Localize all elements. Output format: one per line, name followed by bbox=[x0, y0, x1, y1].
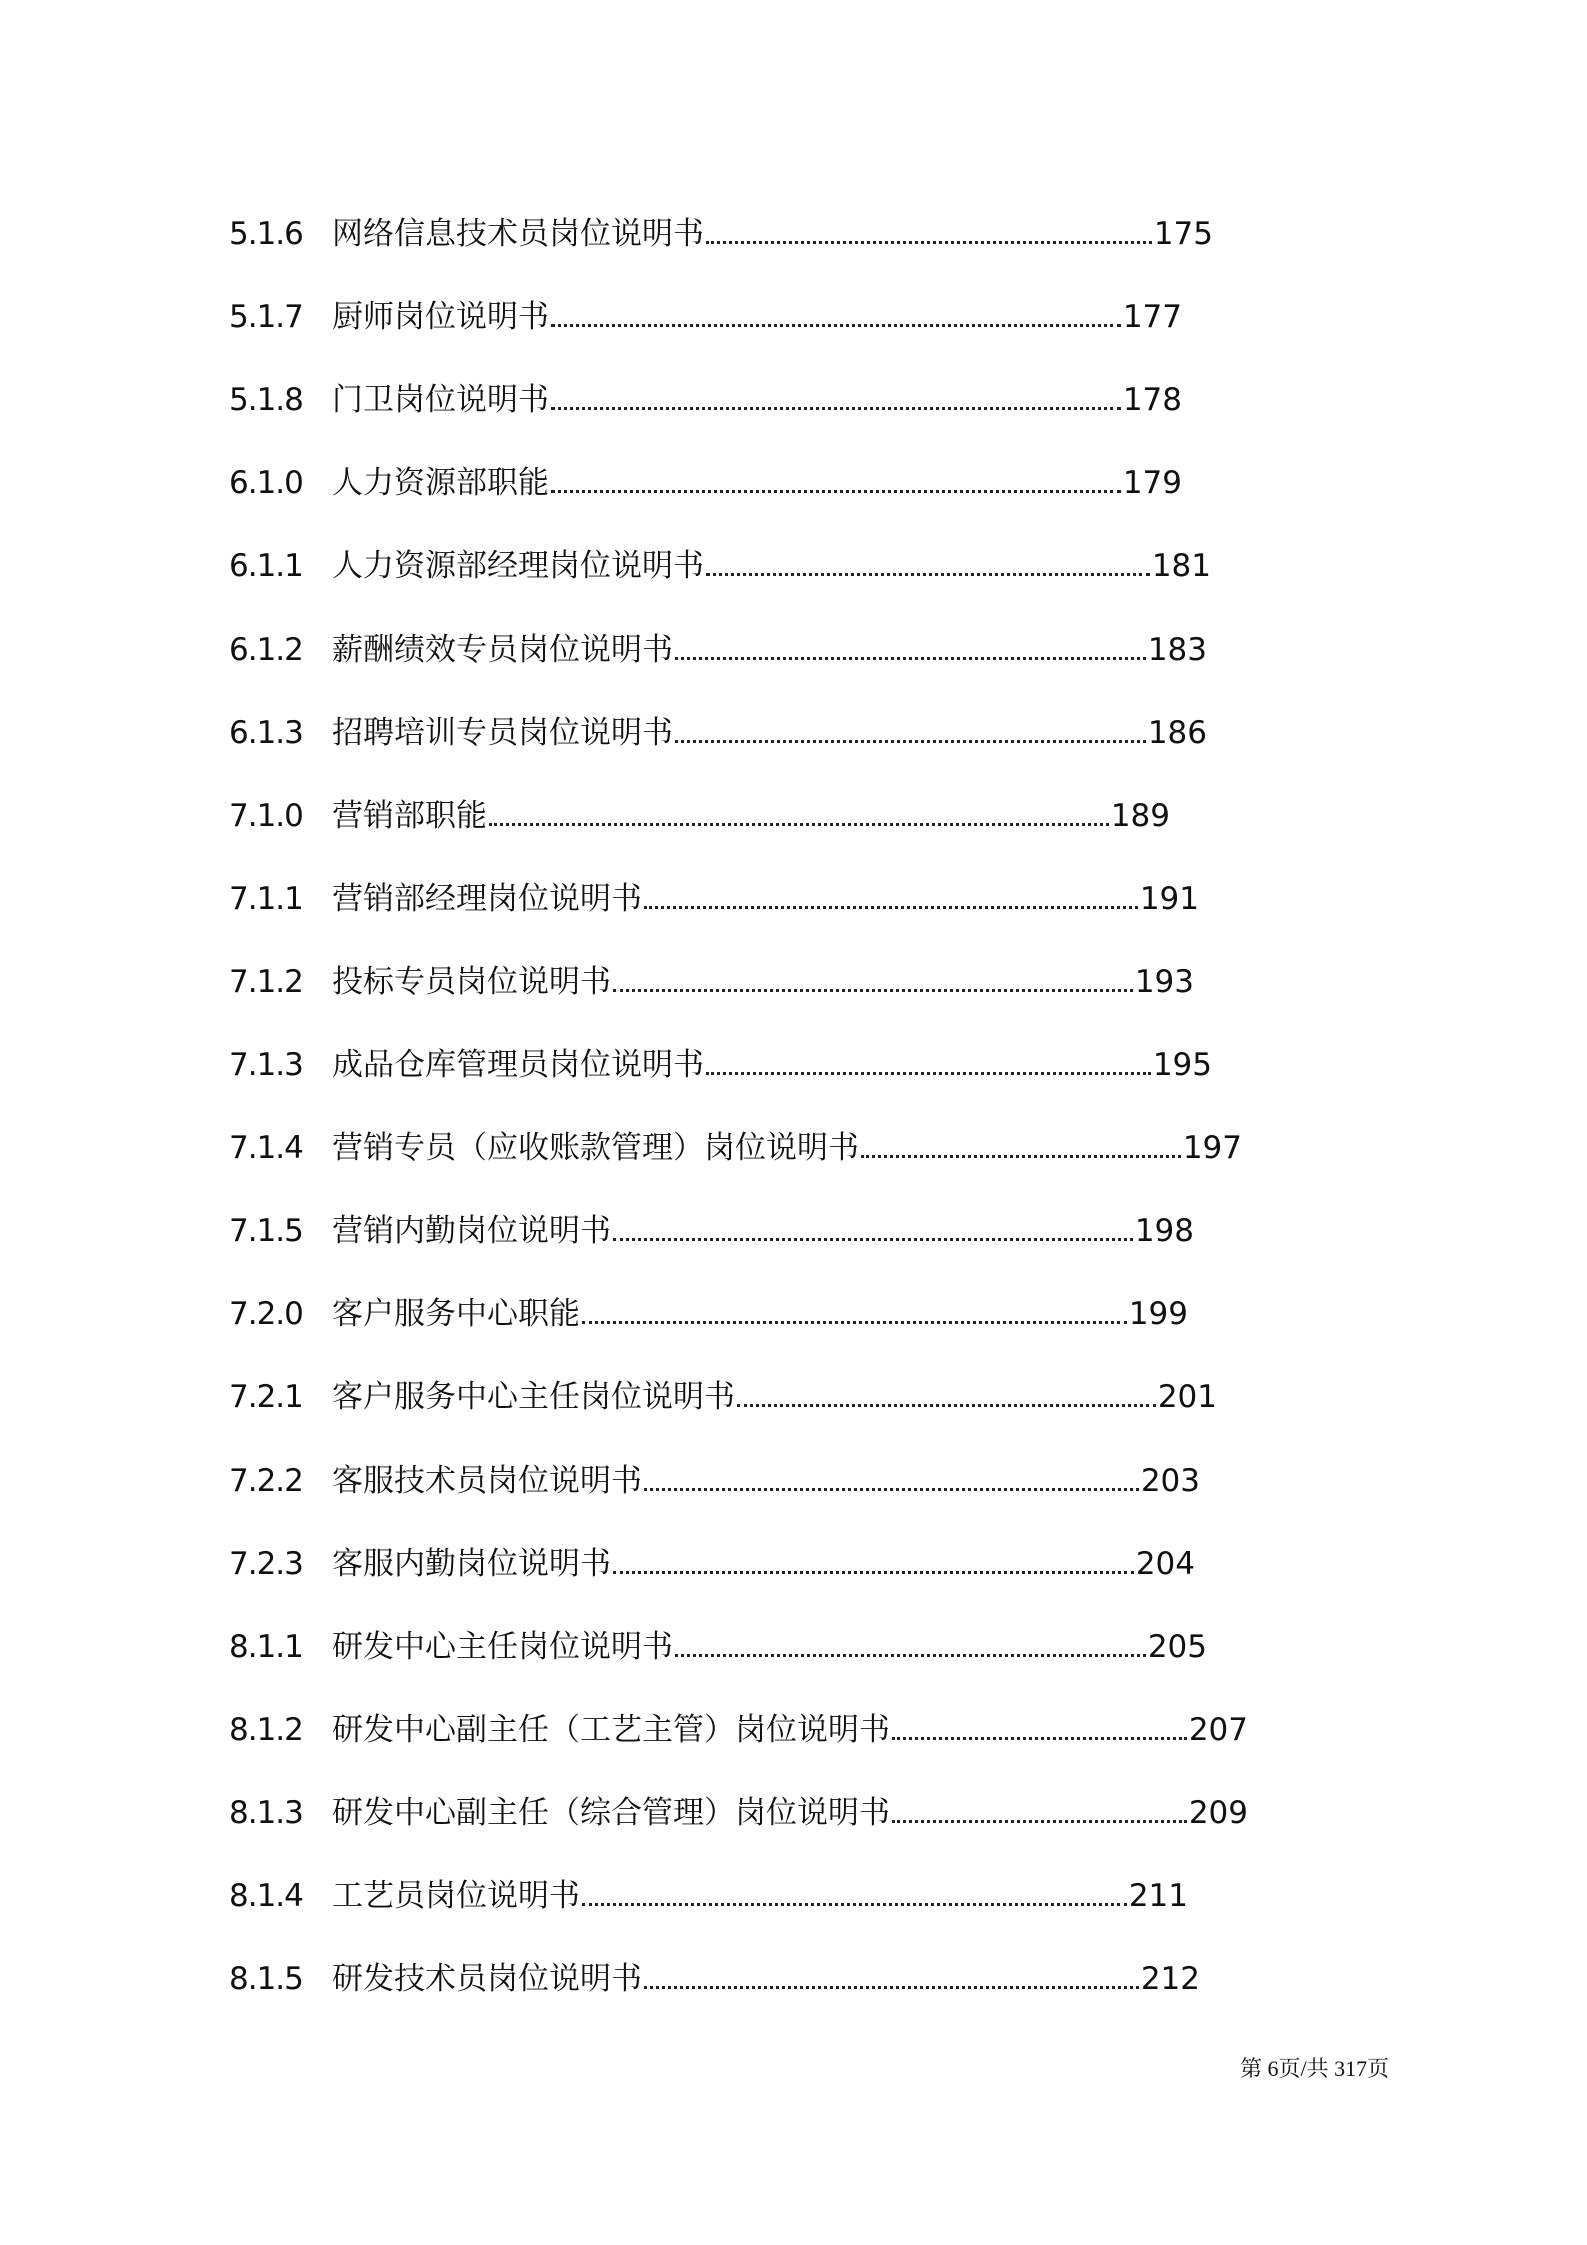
toc-entry-title: 研发技术员岗位说明书 bbox=[332, 1961, 642, 1998]
toc-entry-title: 人力资源部经理岗位说明书 bbox=[332, 548, 704, 585]
toc-entry-page: 201 bbox=[1157, 1379, 1217, 1416]
toc-entry-number: 5.1.6 bbox=[229, 216, 303, 252]
toc-entry[interactable] bbox=[229, 1126, 1242, 1170]
toc-entry-page: 207 bbox=[1188, 1711, 1248, 1748]
dot-leader bbox=[582, 1292, 1127, 1336]
toc-entry-page: 183 bbox=[1147, 631, 1207, 668]
toc-entry-title: 营销部职能 bbox=[332, 797, 487, 834]
toc-entry-title: 成品仓库管理员岗位说明书 bbox=[332, 1047, 704, 1083]
toc-entry-page: 203 bbox=[1140, 1462, 1200, 1499]
dot-leader bbox=[489, 794, 1109, 838]
toc-entry-page: 211 bbox=[1128, 1878, 1188, 1914]
toc-entry-title: 营销内勤岗位说明书 bbox=[332, 1213, 611, 1250]
toc-entry-page: 191 bbox=[1139, 880, 1199, 917]
dot-leader bbox=[644, 1459, 1139, 1503]
dot-leader bbox=[675, 628, 1146, 672]
dot-leader bbox=[892, 1708, 1187, 1752]
toc-entry-number: 7.2.3 bbox=[229, 1545, 303, 1582]
toc-entry-title: 门卫岗位说明书 bbox=[332, 382, 549, 419]
dot-leader bbox=[613, 960, 1133, 1004]
toc-entry-number: 7.2.2 bbox=[229, 1462, 303, 1499]
toc-entry[interactable] bbox=[229, 378, 1182, 422]
toc-entry-number: 6.1.1 bbox=[229, 548, 303, 585]
dot-leader bbox=[892, 1791, 1187, 1835]
toc-entry-page: 212 bbox=[1140, 1961, 1200, 1998]
toc-entry-page: 198 bbox=[1134, 1213, 1194, 1250]
toc-entry-title: 网络信息技术员岗位说明书 bbox=[332, 216, 704, 252]
toc-entry-page: 193 bbox=[1134, 963, 1194, 1000]
toc-entry-title: 客户服务中心主任岗位说明书 bbox=[332, 1379, 735, 1416]
toc-entry-page: 205 bbox=[1147, 1628, 1207, 1665]
dot-leader bbox=[613, 1542, 1134, 1586]
toc-entry-number: 8.1.3 bbox=[229, 1794, 303, 1831]
toc-entry[interactable] bbox=[229, 1874, 1188, 1918]
toc-entry-number: 7.1.3 bbox=[229, 1047, 303, 1083]
page-footer: 第 6页/共 317页 bbox=[1240, 2056, 1390, 2081]
toc-entry-number: 7.1.2 bbox=[229, 963, 303, 1000]
toc-entry-page: 189 bbox=[1110, 797, 1170, 834]
toc-entry-title: 人力资源部职能 bbox=[332, 465, 549, 502]
toc-entry-page: 209 bbox=[1188, 1794, 1248, 1831]
toc-entry-title: 客服内勤岗位说明书 bbox=[332, 1545, 611, 1582]
dot-leader bbox=[551, 378, 1121, 422]
toc-entry-number: 8.1.2 bbox=[229, 1711, 303, 1748]
toc-entry-page: 178 bbox=[1122, 382, 1182, 419]
dot-leader bbox=[861, 1126, 1181, 1170]
toc-entry[interactable] bbox=[229, 1292, 1188, 1336]
toc-entry[interactable] bbox=[229, 544, 1211, 588]
toc-entry-title: 厨师岗位说明书 bbox=[332, 299, 549, 336]
dot-leader bbox=[613, 1209, 1133, 1253]
dot-leader bbox=[706, 544, 1150, 588]
toc-entry[interactable] bbox=[229, 1209, 1194, 1253]
toc-entry[interactable] bbox=[229, 1459, 1200, 1503]
dot-leader bbox=[551, 461, 1121, 505]
toc-entry[interactable] bbox=[229, 1375, 1217, 1419]
toc-entry[interactable] bbox=[229, 1957, 1200, 2001]
dot-leader bbox=[737, 1375, 1156, 1419]
toc-entry-title: 研发中心副主任（综合管理）岗位说明书 bbox=[332, 1794, 890, 1831]
toc-entry-title: 投标专员岗位说明书 bbox=[332, 963, 611, 1000]
toc-entry[interactable] bbox=[229, 1043, 1212, 1087]
dot-leader bbox=[675, 711, 1146, 755]
toc-entry-title: 客服技术员岗位说明书 bbox=[332, 1462, 642, 1499]
toc-entry-page: 204 bbox=[1135, 1545, 1195, 1582]
toc-entry-number: 7.1.0 bbox=[229, 797, 303, 834]
toc-entry-number: 7.1.4 bbox=[229, 1130, 303, 1167]
toc-entry[interactable] bbox=[229, 1791, 1248, 1835]
dot-leader bbox=[582, 1874, 1127, 1918]
toc-entry[interactable] bbox=[229, 628, 1207, 672]
toc-entry[interactable] bbox=[229, 877, 1199, 921]
toc-entry-title: 研发中心副主任（工艺主管）岗位说明书 bbox=[332, 1711, 890, 1748]
toc-entry-page: 199 bbox=[1128, 1296, 1188, 1333]
toc-entry-number: 6.1.0 bbox=[229, 465, 303, 502]
toc-entry[interactable] bbox=[229, 212, 1213, 256]
toc-entry-number: 5.1.7 bbox=[229, 299, 303, 336]
toc-entry-page: 179 bbox=[1122, 465, 1182, 502]
toc-entry[interactable] bbox=[229, 461, 1182, 505]
toc-entry-page: 181 bbox=[1151, 548, 1211, 585]
toc-entry-number: 5.1.8 bbox=[229, 382, 303, 419]
toc-entry-number: 6.1.3 bbox=[229, 714, 303, 751]
toc-entry-page: 177 bbox=[1122, 299, 1182, 336]
toc-entry-title: 营销专员（应收账款管理）岗位说明书 bbox=[332, 1130, 859, 1167]
toc-entry-page: 175 bbox=[1153, 216, 1213, 252]
dot-leader bbox=[675, 1625, 1146, 1669]
toc-entry[interactable] bbox=[229, 711, 1207, 755]
toc-entry[interactable] bbox=[229, 295, 1182, 339]
toc-entry-title: 薪酬绩效专员岗位说明书 bbox=[332, 631, 673, 668]
toc-entry[interactable] bbox=[229, 1708, 1248, 1752]
dot-leader bbox=[644, 1957, 1139, 2001]
toc-entry-title: 客户服务中心职能 bbox=[332, 1296, 580, 1333]
toc-entry[interactable] bbox=[229, 794, 1170, 838]
dot-leader bbox=[551, 295, 1121, 339]
dot-leader bbox=[644, 877, 1138, 921]
toc-entry-number: 8.1.4 bbox=[229, 1878, 303, 1914]
toc-entry-title: 研发中心主任岗位说明书 bbox=[332, 1628, 673, 1665]
toc-entry-title: 招聘培训专员岗位说明书 bbox=[332, 714, 673, 751]
toc-entry-number: 7.2.1 bbox=[229, 1379, 303, 1416]
toc-entry-page: 195 bbox=[1152, 1047, 1212, 1083]
toc-entry-title: 营销部经理岗位说明书 bbox=[332, 880, 642, 917]
toc-entry-number: 7.1.1 bbox=[229, 880, 303, 917]
toc-entry-title: 工艺员岗位说明书 bbox=[332, 1878, 580, 1914]
toc-entry-number: 7.1.5 bbox=[229, 1213, 303, 1250]
toc-entry-number: 8.1.1 bbox=[229, 1628, 303, 1665]
toc-entry-number: 6.1.2 bbox=[229, 631, 303, 668]
toc-entry-number: 7.2.0 bbox=[229, 1296, 303, 1333]
toc-entry[interactable] bbox=[229, 1625, 1207, 1669]
dot-leader bbox=[706, 1043, 1151, 1087]
dot-leader bbox=[706, 212, 1152, 256]
toc-entry[interactable] bbox=[229, 1542, 1195, 1586]
toc-entry-page: 197 bbox=[1182, 1130, 1242, 1167]
toc-entry[interactable] bbox=[229, 960, 1194, 1004]
toc-entry-page: 186 bbox=[1147, 714, 1207, 751]
toc-entry-number: 8.1.5 bbox=[229, 1961, 303, 1998]
